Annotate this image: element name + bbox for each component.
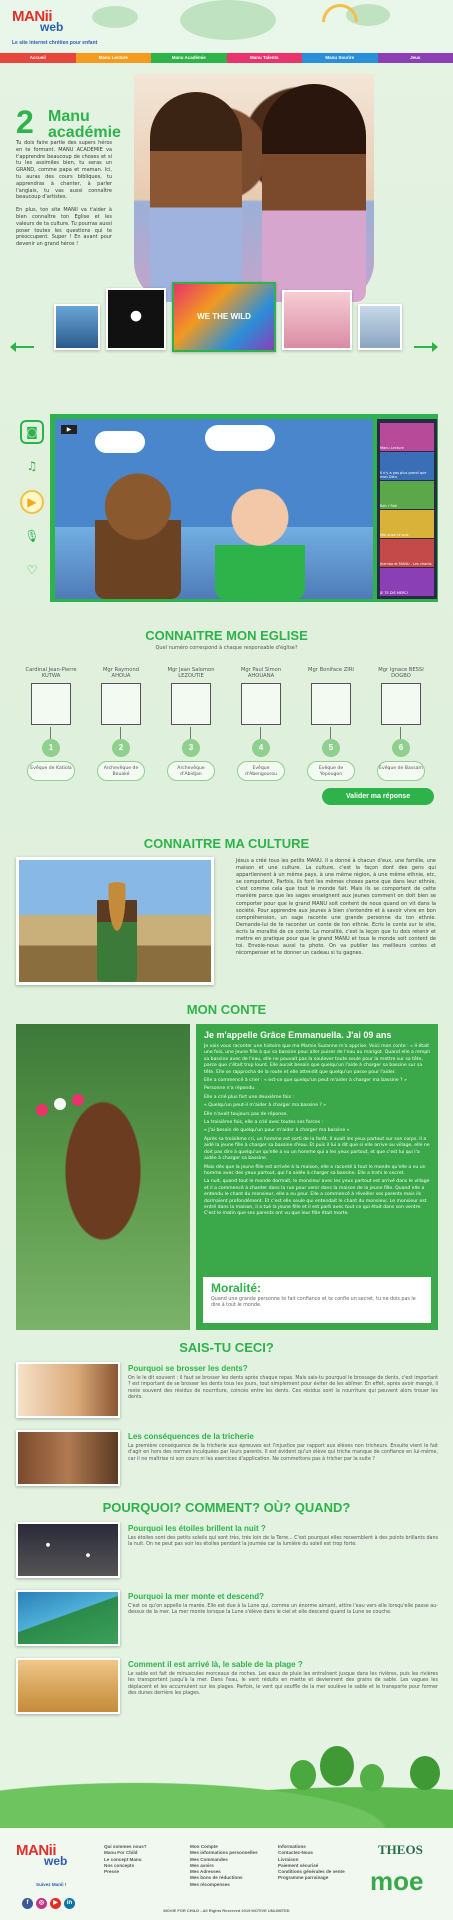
connector-line [120, 727, 121, 739]
footer-link[interactable]: Presse [104, 1869, 120, 1875]
conte-paragraph: La nuit, quand tout le monde dormait, le monsieur avec les yeux partout est arrivé dans le village et il a commencé à chanter dans la rue pour venir dans la maison de la jeune fille. Quand elle a entendu le chant du monsieur, elle a eu peur. Elle a commencé à réveiller ses parents mais ils dormaient profondément. Et c'est elle seule qui entendait le chant du monsieur. Le monsieur est entré dans la maison, il a tué la jeune fille et il est parti avec tout ce qui était dans son ventre. C'est le matin que ses parents ont vu que leur fille était morte. [204, 1179, 430, 1217]
hero-title-line1: Manu [48, 108, 90, 125]
validate-answer-button[interactable]: Valider ma réponse [322, 788, 434, 805]
playlist-item[interactable] [380, 481, 434, 509]
nav-item-2[interactable]: Manu Académie [151, 53, 227, 63]
bishop-name: Cardinal Jean-Pierre KUTWA [25, 667, 77, 679]
section-title-culture: CONNAITRE MA CULTURE [143, 836, 310, 851]
logo-sub-text: web [40, 20, 64, 34]
bishop-drop-box[interactable] [311, 683, 351, 725]
diocese-label[interactable]: Evêque de Katiola [27, 761, 75, 781]
video-playlist [377, 419, 437, 599]
footer-logo[interactable] [16, 1842, 78, 1872]
playlist-item-label: JE TE DIS MERCI [380, 591, 408, 595]
girl-character [215, 479, 305, 599]
footer-link[interactable]: Informations [278, 1844, 306, 1849]
section-title-conte: MON CONTE [186, 1002, 267, 1017]
cloud-decoration [95, 431, 145, 453]
connector-line [260, 727, 261, 739]
info-title: Les conséquences de la tricherie [128, 1432, 254, 1441]
nav-item-0[interactable]: Accueil [0, 53, 76, 63]
footer-link[interactable]: Contactez-Nous [278, 1850, 313, 1856]
bishop-name: Mgr Paul Simon AHOUANA [240, 667, 282, 679]
instagram-icon[interactable]: ◎ [36, 1898, 47, 1909]
hero-child-boy [150, 92, 242, 302]
conte-paragraph: Après sa troisième cri, un homme est sorti de la forêt. Il avait les yeux partout sur son corps. Il a aidé la jeune fille à charger sa bassine d'eau. Et puis il lui a dit que si elle arrive au village, elle ne doit pas dire à quelqu'un qu'elle a vu un homme qui a les yeux partout, et que c'est lui qui l'a aidée à charger sa bassine. [204, 1136, 430, 1162]
footer-link[interactable]: Programme parrainage [278, 1875, 329, 1881]
bishop-name: Mgr Ignace BESSI DOGBO [378, 667, 424, 679]
hair-bead [72, 1094, 84, 1106]
footer-column-account [190, 1844, 258, 1888]
conte-photo [16, 1024, 190, 1330]
logo-main-text: MANii [16, 1842, 56, 1859]
conte-paragraph: Je vais vous raconter une histoire que ma Mamie Suzanne m'a apprise. Voici mon conte : « Il était une fois, une jeune fille à qui sa bassine pour aller puiser de l'eau au marigot. Quand elle a rempli sa bassine avec de l'eau, elle ne pouvait pas la soulever toute seule pour la mettre sur sa tête, parce que c'était trop lourd. Elle aurait besoin que quelqu'un l'aide à charger sa bassine sur sa tête. Elle se rapprocha de la route et elle attendit que quelqu'un passe pour l'aider. [204, 1044, 430, 1075]
info-title: Pourquoi les étoiles brillent la nuit ? [128, 1524, 266, 1533]
microphone-icon[interactable]: 🎙 [24, 529, 40, 543]
sea-photo [16, 1590, 120, 1646]
section-subtitle-eglise: Quel numéro correspond à chaque responsable d'église? [155, 645, 298, 651]
youtube-icon[interactable]: ▶ [50, 1898, 61, 1909]
conte-paragraph: Elle n'avait toujours pas de réponse. [204, 1111, 288, 1117]
hair-bead [54, 1098, 66, 1110]
conte-paragraph: Personne n'a répondu. [204, 1086, 256, 1092]
video-play-button[interactable]: ▶ [61, 425, 77, 434]
tree-icon [290, 1760, 316, 1790]
section-title-eglise: CONNAITRE MON EGLISE [145, 628, 308, 643]
hero-child-girl [262, 84, 366, 302]
video-player[interactable] [50, 414, 438, 602]
facebook-icon[interactable]: f [22, 1898, 33, 1909]
camera-icon[interactable]: ◙ [20, 420, 44, 444]
footer-link[interactable]: Qui sommes nous? [104, 1844, 147, 1849]
hero-paragraph: Tu dois faire partie des supers héros en te formant. MANU ACADEMIE va t'apprendre beaucoup de choses et si tu les assimiles bien, tu seras un GRAND, comme papa et maman. Ici, tu auras des cours bibliques, tu apprendras à chanter, à parler l'anglais, tu vas aussi connaître beaucoup d'artistes. [16, 140, 112, 201]
carousel-thumbnail-active[interactable] [172, 282, 276, 352]
footer-column-info [278, 1844, 345, 1882]
playlist-item-label: Jhamba et MANU - Les chants [380, 562, 432, 566]
diocese-label[interactable]: Archevêque de Bouaké [97, 761, 145, 781]
footer-link[interactable]: Le concept Manu [104, 1856, 142, 1862]
info-title: Comment il est arrivé là, le sable de la plage ? [128, 1660, 303, 1669]
toothbrush-photo [16, 1362, 120, 1418]
carousel-thumbnail[interactable] [54, 304, 100, 350]
footer-link[interactable]: Mes avoirs [190, 1862, 214, 1868]
tree-icon [360, 1764, 384, 1792]
video-carousel [54, 282, 404, 354]
conte-moral-box [202, 1276, 432, 1324]
playlist-item-label: Manu Lecture [380, 446, 404, 450]
partner-logo-moe[interactable]: moe [370, 1866, 424, 1896]
culture-person [97, 882, 137, 982]
bishop-name: Mgr Jean Salomon LEZOUTIE [167, 667, 215, 679]
playlist-item[interactable] [380, 423, 434, 451]
conte-paragraph: « J'ai besoin de quelqu'un pour m'aider à charger ma bassine » [204, 1128, 350, 1134]
stars-photo [16, 1522, 120, 1578]
conte-paragraph: Mais dès que la jeune fille est arrivée à la maison, elle a raconté à tout le monde qu'elle a vu un homme avec des yeux partout, qui l'a aidée à charger sa bassine. Elle a trahi le secret. [204, 1164, 426, 1176]
nav-item-5[interactable]: Jeux [378, 53, 453, 63]
thumbnail-label: WE THE WILD [197, 312, 251, 321]
info-text: On le le dit souvent : il faut se brosser les dents après chaque repas. Mais sais-tu pourquoi le brossage de dents, c'est important ? est important de se brosser les dents tous les jours, tout simplement pour éviter de les abîmer. En effet, après avoir mangé, il reste souvent des résidus de nourriture, coincés entre les dents. Ces résidus sont la nourriture qui peuvent alors trouer les dents. [128, 1376, 438, 1401]
footer-column-about [104, 1844, 147, 1875]
culture-photo [16, 857, 214, 985]
hero-title-line2: académie [48, 124, 121, 141]
connector-line [190, 727, 191, 739]
playlist-item-label: Il n'y a pas plus grand que mon Dieu [380, 471, 427, 479]
info-text: La première conséquence de la tricherie aux épreuves est l'injustice par rapport aux élèves non tricheurs. Ensuite vient le fait d'agir en hors des normes inculquées par leurs parents. Il est évident qu'un élève qui triche manque de confiance en lui-même, car il ne maîtrise ni son cours ni les exercices d'application. Ne commettons pas à tricher par la suite ? [128, 1444, 438, 1462]
cloud-decoration [205, 425, 275, 451]
playlist-item[interactable] [380, 452, 434, 480]
conte-paragraph: La troisième fois, elle a crié avec toutes ses forces : [204, 1120, 324, 1126]
hero-number: 2 [16, 104, 34, 140]
footer-link[interactable]: Mon Compte [190, 1844, 218, 1849]
connector-line [50, 727, 51, 739]
nav-item-3[interactable]: Manu Talents [227, 53, 303, 63]
site-tagline: Le site internet chrétien pour enfant [12, 40, 98, 46]
footer-link[interactable]: Mes Adresses [190, 1869, 221, 1875]
bishop-drop-box[interactable] [241, 683, 281, 725]
heart-icon[interactable]: ♡ [26, 563, 38, 577]
diocese-label[interactable]: Evêque de Yopougon [307, 761, 355, 781]
conte-heading: Je m'appelle Grâce Emmanuella. J'ai 09 ans [204, 1030, 392, 1040]
section-title-pourquoi: POURQUOI? COMMENT? OÙ? QUAND? [102, 1500, 351, 1515]
carousel-prev-arrow[interactable] [14, 346, 34, 348]
nav-item-4[interactable]: Manu Sourire [302, 53, 378, 63]
connector-line [330, 727, 331, 739]
logo-sub-text: web [44, 1854, 68, 1868]
bishop-number[interactable]: 5 [322, 739, 340, 757]
info-title: Pourquoi se brosser les dents? [128, 1364, 248, 1373]
diocese-label[interactable]: Archevêque d'Abidjan [167, 761, 215, 781]
footer-link[interactable]: Paiement sécurisé [278, 1862, 319, 1868]
logo-main-text: MANii [12, 8, 52, 25]
footer-link[interactable]: Manu For Child [104, 1850, 138, 1856]
footer-link[interactable]: Mes récompenses [190, 1881, 230, 1887]
play-icon[interactable]: ▶ [20, 490, 44, 514]
bishop-number[interactable]: 4 [252, 739, 270, 757]
nav-item-1[interactable]: Manu Lecture [76, 53, 152, 63]
conte-paragraph: Elle a commencé à crier : « est-ce que quelqu'un peut m'aider à charger ma bassine ? » [204, 1078, 407, 1084]
moral-text: Quand une grande personne te fait confiance et te confie un secret, tu ne dois pas le dire à tout le monde. [211, 1297, 416, 1308]
carousel-thumbnail[interactable] [282, 290, 352, 350]
hero-paragraph: En plus, ton site MANII va t'aider à bien connaître ton Eglise et les valeurs de ta culture. Tu pourras aussi poser toutes les questions qui te préoccupent. Super ! En avant pour devenir un grand héros ! [16, 207, 112, 248]
main-nav [0, 53, 453, 63]
cloud-decoration [92, 6, 138, 28]
bishop-drop-box[interactable] [171, 683, 211, 725]
bishop-drop-box[interactable] [101, 683, 141, 725]
playlist-item[interactable] [380, 568, 434, 596]
section-title-sais-tu: SAIS-TU CECI? [179, 1340, 274, 1355]
site-footer [0, 1828, 453, 1920]
footer-slogan: Suivez Manii ! [36, 1882, 67, 1887]
playlist-item-label: Moi aussi je suis [380, 533, 409, 537]
connector-line [400, 727, 401, 739]
bishop-name: Mgr Raymond AHOUA [102, 667, 140, 679]
hair-bead [36, 1104, 48, 1116]
playlist-item[interactable] [380, 539, 434, 567]
site-logo[interactable] [12, 8, 74, 38]
diocese-label[interactable]: Evêque d'Abengourou [237, 761, 285, 781]
tree-icon [320, 1746, 354, 1786]
bishop-drop-box[interactable] [31, 683, 71, 725]
video-frame[interactable] [55, 419, 373, 599]
footer-link[interactable]: Mes informations personnelles [190, 1850, 258, 1856]
tree-icon [410, 1756, 440, 1790]
site-header [0, 0, 453, 52]
linkedin-icon[interactable]: in [64, 1898, 75, 1909]
conte-paragraph: « Quelqu'un peut-il m'aider à charger ma bassine ? » [204, 1103, 327, 1109]
footer-link[interactable]: Mes bons de réductions [190, 1875, 243, 1881]
cheating-photo [16, 1430, 120, 1486]
info-text: Le sable est fait de minuscules morceaux de roches. Les eaux de pluie les entraînent jusque dans les rivières, puis les rivières les transportent jusqu'à la mer. Dans l'eau, le vent réduits en miette et deviennent des grains de sable. Les vagues les déplacent et les accumulent sur les plages. Parfois, le vent qui souffle de la mer soulève le sable et le transporte pour former des dunes derrière les plages. [128, 1672, 438, 1697]
copyright-text: MOVIE FOR CHILD - All Rights Reserved 2019 MOTIVE UNLIMITED [163, 1908, 290, 1913]
info-title: Pourquoi la mer monte et descend? [128, 1592, 265, 1601]
bishop-number[interactable]: 2 [112, 739, 130, 757]
bear-character [95, 467, 181, 599]
info-text: C'est ce qu'on appelle la marée. Elle est due à la Lune qui, comme un énorme aimant, attire l'eau vers elle lorsqu'elle passe au-dessus de la mer. La mer monte lorsque la Lune s'élève dans le ciel et elle descend quand la Lune se couche. [128, 1604, 438, 1616]
footer-link[interactable]: Mes Commandes [190, 1856, 228, 1862]
diocese-label[interactable]: Evêque de Bassam [377, 761, 425, 781]
footer-link[interactable]: Livraison [278, 1856, 299, 1862]
music-icon[interactable]: ♫ [26, 459, 38, 473]
cloud-decoration [180, 0, 276, 40]
carousel-thumbnail[interactable] [106, 288, 166, 350]
footer-link[interactable]: Nos concepts [104, 1862, 135, 1868]
playlist-item-label: Rah ! Rah [380, 504, 398, 508]
carousel-next-arrow[interactable] [414, 346, 434, 348]
bishop-number[interactable]: 6 [392, 739, 410, 757]
partner-logo-theos[interactable]: THEOS [378, 1842, 423, 1857]
bishop-number[interactable]: 3 [182, 739, 200, 757]
footer-hills-decoration [0, 1770, 453, 1830]
bishop-number[interactable]: 1 [42, 739, 60, 757]
bishop-drop-box[interactable] [381, 683, 421, 725]
sand-photo [16, 1658, 120, 1714]
carousel-thumbnail[interactable] [358, 304, 402, 350]
moral-title: Moralité: [211, 1281, 262, 1295]
bishop-name: Mgr Boniface ZIRI [308, 667, 354, 673]
hero-description [16, 140, 112, 248]
culture-text: Jésus a créé tous les petits MANU. Il a donné à chacun d'eux, une famille, une maison et une culture. La culture, c'est la façon dont des gens qui appartiennent à un même pays, à une même région, à une même ethnie, etc, se comportent. Parfois, ils font les mêmes choses parce que dans leur ethnie, c'est comme cela que tout le monde fait. Mais ils se comportent de cette manière parce que les sages enseignent aux jeunes comment on doit bien se comporter pour que le grand MANU soit content de nous quand on vit dans la société. Pour apprendre aux jeunes à bien s'entendre et à savoir vivre en bon compréhension, un sage raconte une grande personne du ton ethnie. Demande-lui de te raconter un conte de ton ethnie. Ecris le conte sur le site, écris la moralité de ce conte. La moralité, c'est la leçon que tu dois retenir et mettre en pratique pour que le grand MANU et tous le monde soit content de toi. Envoie-nous aussi ta photo. On va publier les meilleurs contes et récompenser et te donner un cadeau si tu gagnes. [236, 858, 436, 957]
footer-link[interactable]: Conditions générales de vente [278, 1869, 345, 1875]
conte-paragraph: Elle a crié plus fort une deuxième fois : [204, 1094, 294, 1100]
playlist-item[interactable] [380, 510, 434, 538]
info-text: Les étoiles sont des petits soleils qui sont très, très loin de la Terre... C'est pourquoi elles ressemblent à des points brillants dans la nuit. On ne peut pas voir les étoiles pendant la journée car la lumière du soleil est trop forte. [128, 1536, 438, 1548]
